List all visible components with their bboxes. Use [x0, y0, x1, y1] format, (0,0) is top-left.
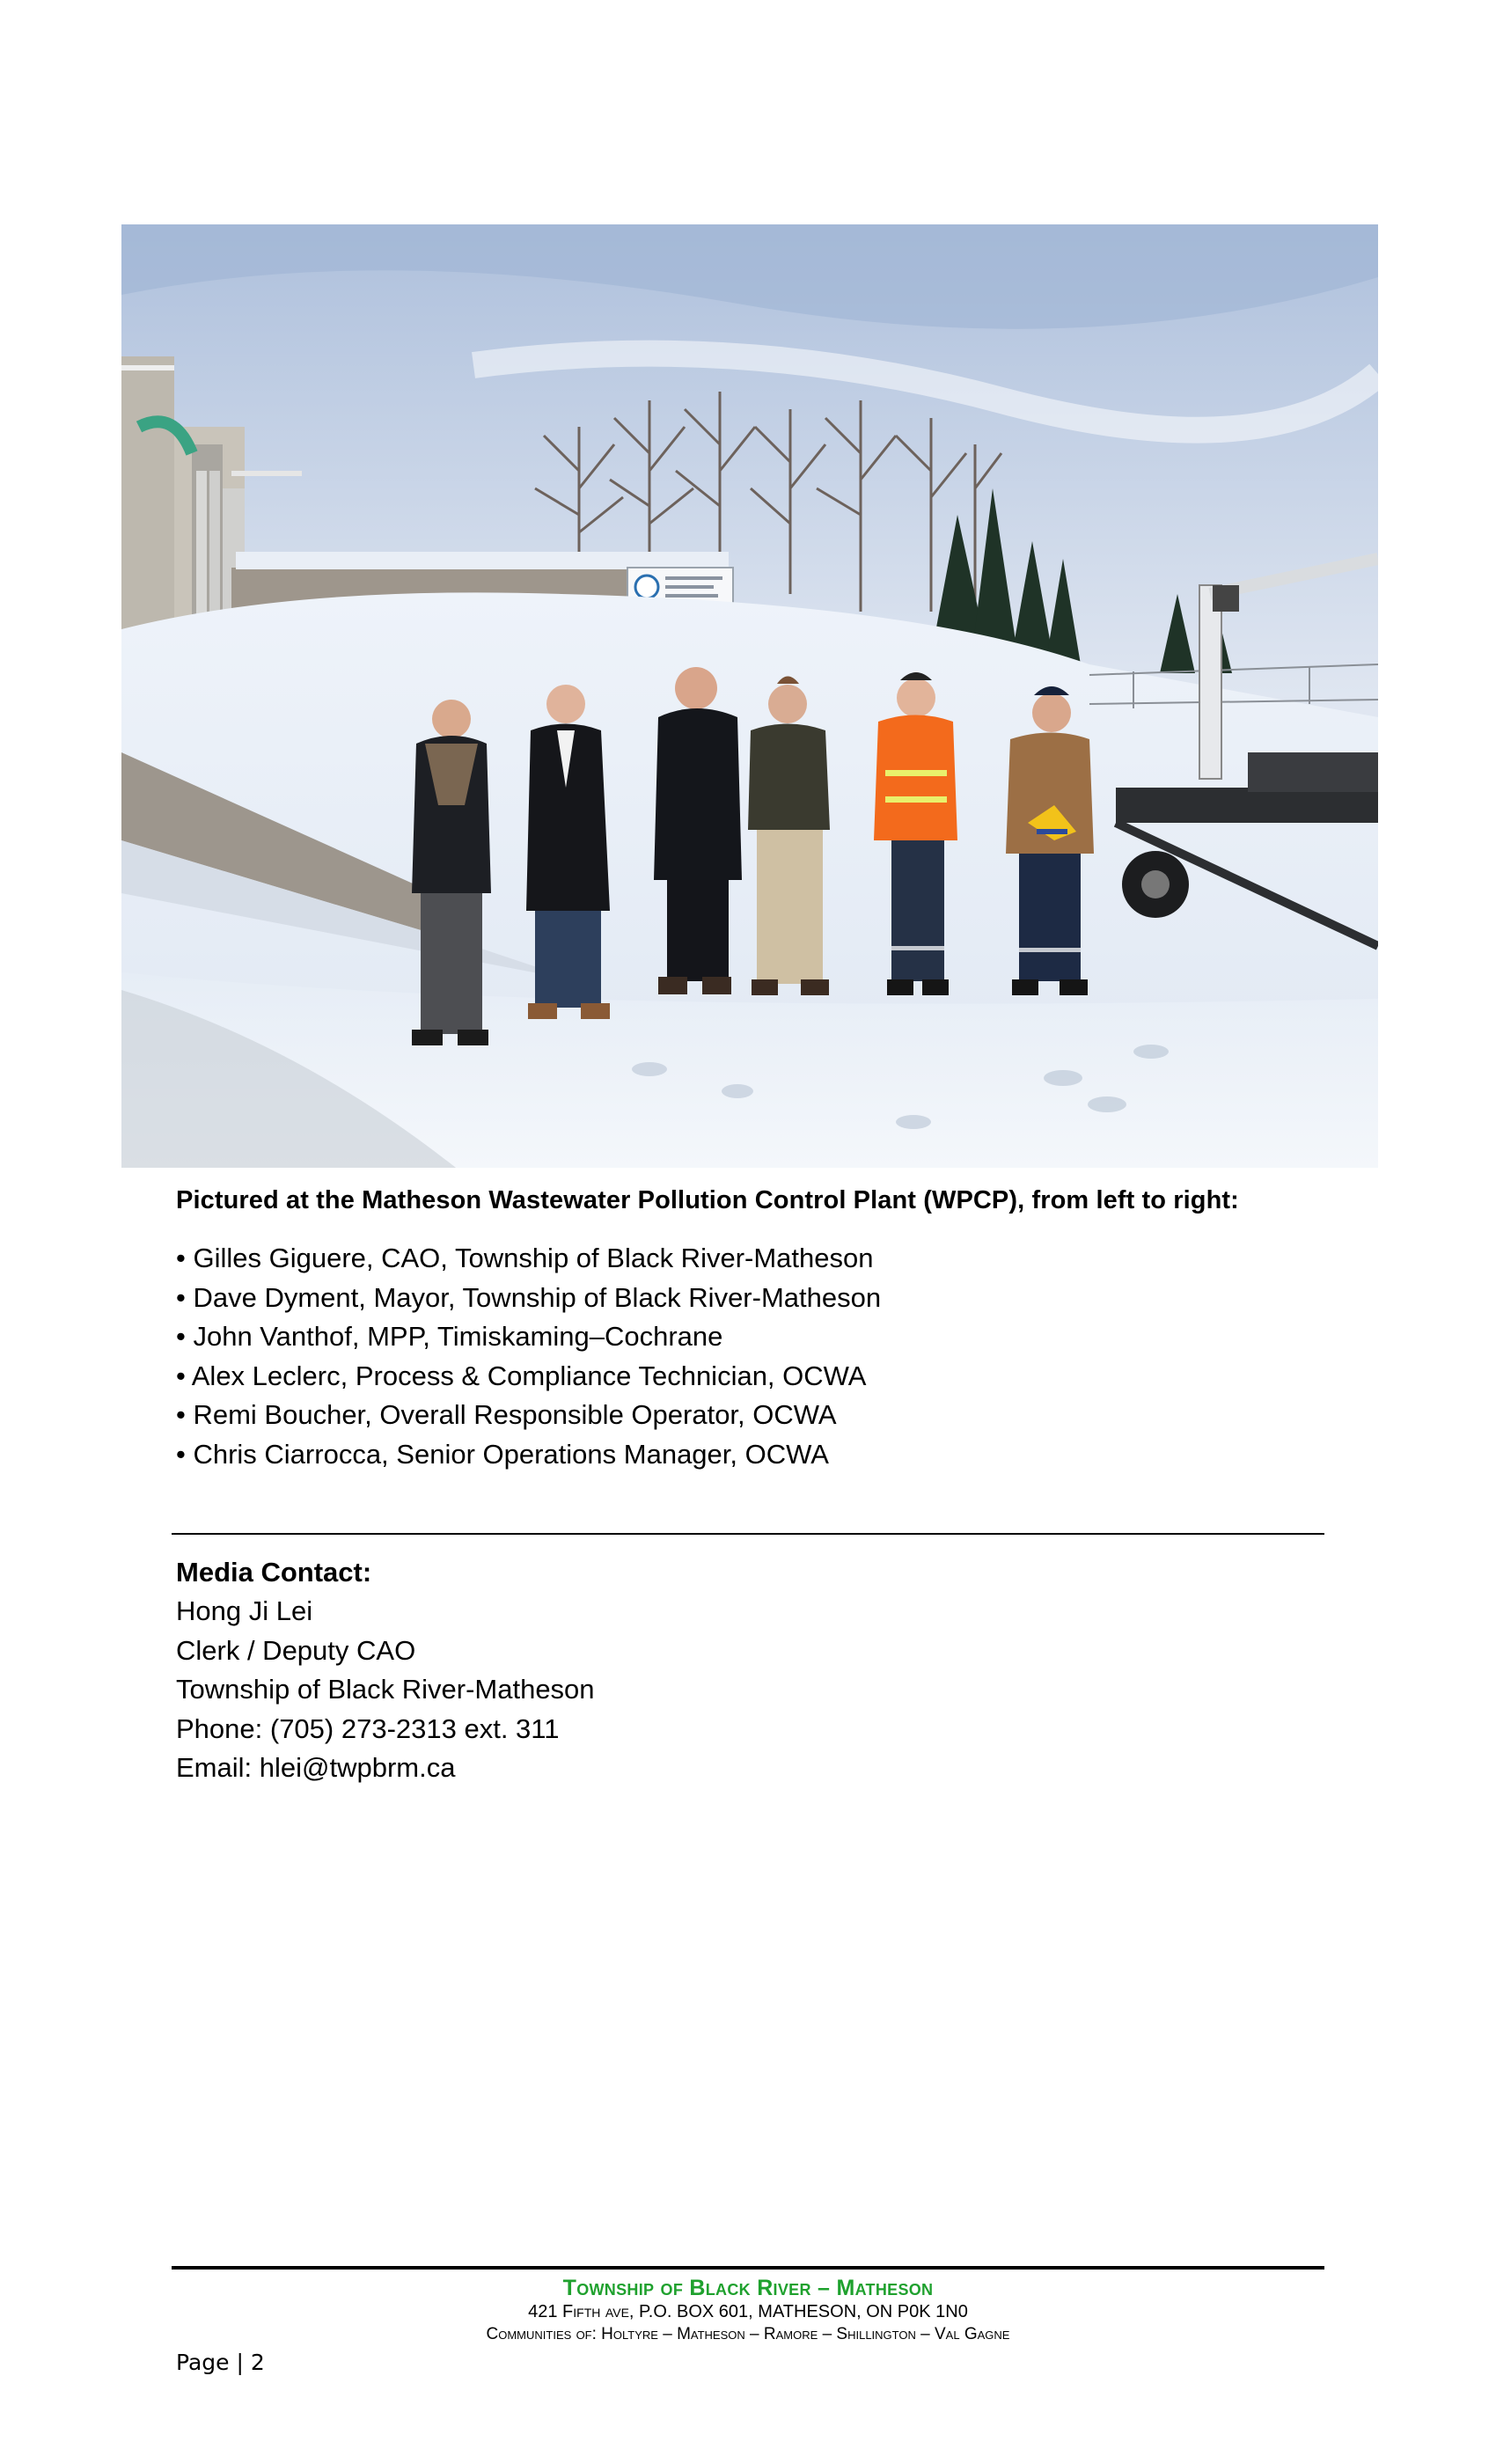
list-item: • Gilles Giguere, CAO, Township of Black River-Matheson [176, 1243, 874, 1273]
footer-communities: Communities of: Holtyre – Matheson – Ramore – Shillington – Val Gagne [486, 2325, 1010, 2343]
list-item: • Chris Ciarrocca, Senior Operations Manager, OCWA [176, 1438, 829, 1470]
list-item: • Alex Leclerc, Process & Compliance Technician, OCWA [176, 1360, 867, 1391]
contact-name: Hong Ji Lei [176, 1595, 313, 1626]
section-divider [172, 1533, 1324, 1535]
footer-address: 421 Fifth ave, P.O. BOX 601, MATHESON, ON P0K 1N0 [528, 2302, 968, 2321]
footer [172, 2275, 1324, 2345]
media-contact-heading: Media Contact: [176, 1557, 372, 1588]
photo-caption: Pictured at the Matheson Wastewater Pollution Control Plant (WPCP), from left to right: [176, 1186, 1239, 1214]
contact-organization: Township of Black River-Matheson [176, 1674, 595, 1705]
media-contact [176, 1553, 595, 1788]
person-2 [526, 685, 610, 1019]
people-list [176, 1239, 881, 1475]
group-photo [121, 224, 1378, 1168]
page-number: Page | 2 [176, 2350, 265, 2375]
photo-scene [121, 224, 1378, 1168]
footer-organization: Township of Black River – Matheson [562, 2276, 934, 2300]
person-3 [654, 667, 742, 994]
list-item: • John Vanthof, MPP, Timiskaming–Cochrane [176, 1321, 723, 1353]
footer-divider [172, 2266, 1324, 2270]
list-item: • Dave Dyment, Mayor, Township of Black River-Matheson [176, 1281, 882, 1313]
person-1 [412, 700, 491, 1045]
contact-phone: Phone: (705) 273-2313 ext. 311 [176, 1712, 560, 1744]
contact-title: Clerk / Deputy CAO [176, 1634, 416, 1666]
list-item: • Remi Boucher, Overall Responsible Operator, OCWA [176, 1399, 837, 1431]
contact-email[interactable]: Email: hlei@twpbrm.ca [176, 1752, 456, 1784]
